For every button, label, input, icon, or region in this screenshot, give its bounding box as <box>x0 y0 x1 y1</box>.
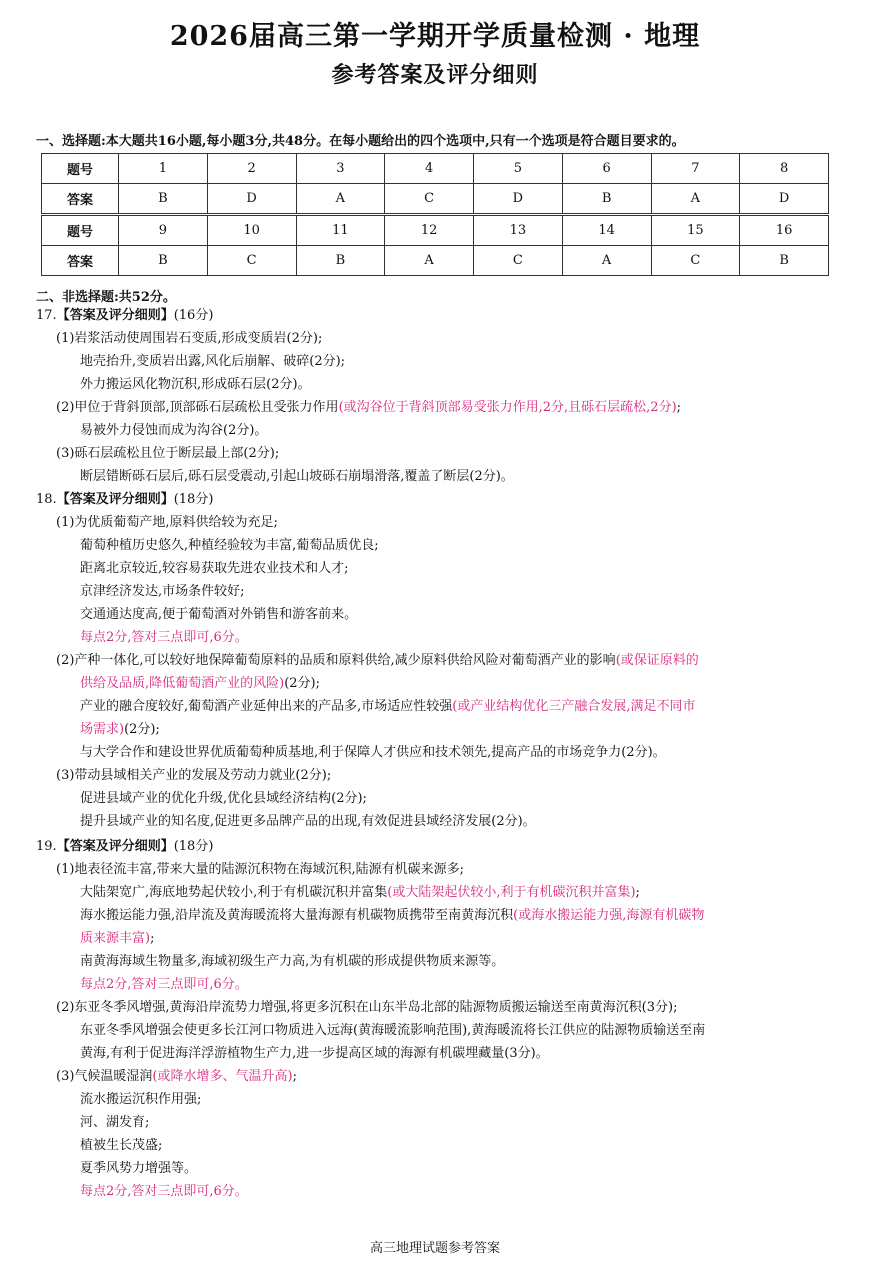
rubric-tag: 【答案及评分细则】 <box>56 492 174 507</box>
q18-header <box>36 490 213 510</box>
answer-line: 产业的融合度较好,葡萄酒产业延伸出来的产品多,市场适应性较强(或产业结构优化三产融合发展,满足不同市 <box>80 699 696 714</box>
answer-line: 京津经济发达,市场条件较好; <box>80 584 245 599</box>
alt-answer: (或产业结构优化三产融合发展,满足不同市 <box>452 699 696 714</box>
answer-line: (2)产种一体化,可以较好地保障葡萄原料的品质和原料供给,减少原料供给风险对葡萄酒产业的影响(或保证原料的 <box>56 653 699 668</box>
question-number: 19. <box>36 839 57 854</box>
score-total: (16分) <box>173 308 214 323</box>
question-number: 13 <box>474 216 563 246</box>
alt-answer: (或大陆架起伏较小,利于有机碳沉积并富集) <box>387 885 636 900</box>
answer-line: 流水搬运沉积作用强; <box>80 1092 202 1107</box>
question-number: 3 <box>296 154 385 184</box>
q17-header <box>36 306 213 326</box>
answer-line: 河、湖发育; <box>80 1115 150 1130</box>
answer-line: (3)气候温暖湿润(或降水增多、气温升高); <box>56 1069 297 1084</box>
question-number: 1 <box>119 154 208 184</box>
alt-answer: (或降水增多、气温升高) <box>152 1069 293 1084</box>
rubric-tag: 【答案及评分细则】 <box>56 308 174 323</box>
question-number: 18. <box>36 492 57 507</box>
alt-answer: (或沟谷位于背斜顶部易受张力作用,2分,且砾石层疏松,2分) <box>338 400 677 415</box>
section-2-heading: 二、非选择题:共52分。 <box>36 290 176 305</box>
table-row-numbers <box>42 216 829 246</box>
answer-line: 南黄海海域生物量多,海域初级生产力高,为有机碳的形成提供物质来源等。 <box>80 954 505 969</box>
question-number: 7 <box>651 154 740 184</box>
answer-line: (1)岩浆活动使周围岩石变质,形成变质岩(2分); <box>56 331 323 346</box>
score-total: (18分) <box>173 839 214 854</box>
answer-line: (3)砾石层疏松且位于断层最上部(2分); <box>56 446 280 461</box>
score-total: (18分) <box>173 492 214 507</box>
question-number: 4 <box>385 154 474 184</box>
answer-line: (2)甲位于背斜顶部,顶部砾石层疏松且受张力作用(或沟谷位于背斜顶部易受张力作用,2分,且砾石层疏松,2分); <box>56 400 682 415</box>
page-title: 2026届高三第一学期开学质量检测 · 地理 <box>169 21 701 52</box>
alt-answer: (或海水搬运能力强,海源有机碳物 <box>513 908 705 923</box>
answer-cell: B <box>562 184 651 214</box>
question-number: 11 <box>296 216 385 246</box>
answer-cell: B <box>119 246 208 276</box>
answer-line: (2)东亚冬季风增强,黄海沿岸流势力增强,将更多沉积在山东半岛北部的陆源物质搬运输送至南黄海沉积(3分); <box>56 1000 678 1015</box>
answer-cell: B <box>740 246 829 276</box>
alt-answer: 场需求) <box>80 722 125 737</box>
answer-line: 东亚冬季风增强会使更多长江河口物质进入远海(黄海暖流影响范围),黄海暖流将长江供应的陆源物质输送至南 <box>80 1023 706 1038</box>
table-row-numbers <box>42 154 829 184</box>
answer-cell: A <box>296 184 385 214</box>
answer-cell: A <box>385 246 474 276</box>
question-number: 12 <box>385 216 474 246</box>
answer-cell: A <box>651 184 740 214</box>
question-number: 6 <box>562 154 651 184</box>
row-header: 题号 <box>42 216 119 246</box>
answer-line: (1)地表径流丰富,带来大量的陆源沉积物在海域沉积,陆源有机碳来源多; <box>56 862 465 877</box>
answer-line: 提升县域产业的知名度,促进更多品牌产品的出现,有效促进县域经济发展(2分)。 <box>80 814 536 829</box>
table-row-answers <box>42 246 829 276</box>
answer-line: 场需求)(2分); <box>80 722 160 737</box>
answer-line: 与大学合作和建设世界优质葡萄种质基地,利于保障人才供应和技术领先,提高产品的市场竞争力(2分)。 <box>80 745 666 760</box>
answer-line: 供给及品质,降低葡萄酒产业的风险)(2分); <box>80 676 321 691</box>
question-number: 8 <box>740 154 829 184</box>
answer-line: 易被外力侵蚀而成为沟谷(2分)。 <box>80 423 268 438</box>
answer-line: (1)为优质葡萄产地,原料供给较为充足; <box>56 515 278 530</box>
question-number: 9 <box>119 216 208 246</box>
answer-line: 海水搬运能力强,沿岸流及黄海暖流将大量海源有机碳物质携带至南黄海沉积(或海水搬运能力强,海源有机碳物 <box>80 908 705 923</box>
answer-line: 断层错断砾石层后,砾石层受震动,引起山坡砾石崩塌滑落,覆盖了断层(2分)。 <box>80 469 514 484</box>
alt-answer: 质来源丰富) <box>80 931 151 946</box>
scoring-note: 每点2分,答对三点即可,6分。 <box>80 977 248 992</box>
row-header: 题号 <box>42 154 119 184</box>
rubric-tag: 【答案及评分细则】 <box>56 839 174 854</box>
answer-cell: C <box>474 246 563 276</box>
answer-line: (3)带动县域相关产业的发展及劳动力就业(2分); <box>56 768 332 783</box>
answer-table-2 <box>41 215 829 276</box>
answer-line: 夏季风势力增强等。 <box>80 1161 198 1176</box>
answer-cell: D <box>474 184 563 214</box>
question-number: 10 <box>207 216 296 246</box>
question-number: 17. <box>36 308 57 323</box>
answer-line: 交通通达度高,便于葡萄酒对外销售和游客前来。 <box>80 607 358 622</box>
answer-cell: D <box>207 184 296 214</box>
scoring-note: 每点2分,答对三点即可,6分。 <box>80 1184 248 1199</box>
answer-line: 大陆架宽广,海底地势起伏较小,利于有机碳沉积并富集(或大陆架起伏较小,利于有机碳沉积并富集); <box>80 885 640 900</box>
question-number: 5 <box>474 154 563 184</box>
answer-table-1 <box>41 153 829 214</box>
row-header: 答案 <box>42 246 119 276</box>
question-number: 16 <box>740 216 829 246</box>
answer-line: 地壳抬升,变质岩出露,风化后崩解、破碎(2分); <box>80 354 346 369</box>
answer-cell: B <box>296 246 385 276</box>
question-number: 14 <box>562 216 651 246</box>
q19-header <box>36 837 213 857</box>
answer-line: 距离北京较近,较容易获取先进农业技术和人才; <box>80 561 349 576</box>
answer-line: 黄海,有利于促进海洋浮游植物生产力,进一步提高区域的海源有机碳埋藏量(3分)。 <box>80 1046 549 1061</box>
alt-answer: (或保证原料的 <box>615 653 699 668</box>
answer-cell: A <box>562 246 651 276</box>
alt-answer: 供给及品质,降低葡萄酒产业的风险) <box>80 676 285 691</box>
answer-line: 葡萄种植历史悠久,种植经验较为丰富,葡萄品质优良; <box>80 538 379 553</box>
answer-cell: D <box>740 184 829 214</box>
answer-cell: C <box>207 246 296 276</box>
section-1-heading: 一、选择题:本大题共16小题,每小题3分,共48分。在每小题给出的四个选项中,只有一个选项是符合题目要求的。 <box>36 134 685 149</box>
scoring-note: 每点2分,答对三点即可,6分。 <box>80 630 248 645</box>
question-number: 15 <box>651 216 740 246</box>
question-number: 2 <box>207 154 296 184</box>
answer-line: 外力搬运风化物沉积,形成砾石层(2分)。 <box>80 377 311 392</box>
answer-cell: C <box>651 246 740 276</box>
answer-cell: B <box>119 184 208 214</box>
row-header: 答案 <box>42 184 119 214</box>
page-footer: 高三地理试题参考答案 <box>369 1241 500 1256</box>
answer-cell: C <box>385 184 474 214</box>
answer-line: 质来源丰富); <box>80 931 155 946</box>
answer-line: 促进县域产业的优化升级,优化县域经济结构(2分); <box>80 791 367 806</box>
table-row-answers <box>42 184 829 214</box>
page-subtitle: 参考答案及评分细则 <box>331 62 539 88</box>
answer-line: 植被生长茂盛; <box>80 1138 163 1153</box>
